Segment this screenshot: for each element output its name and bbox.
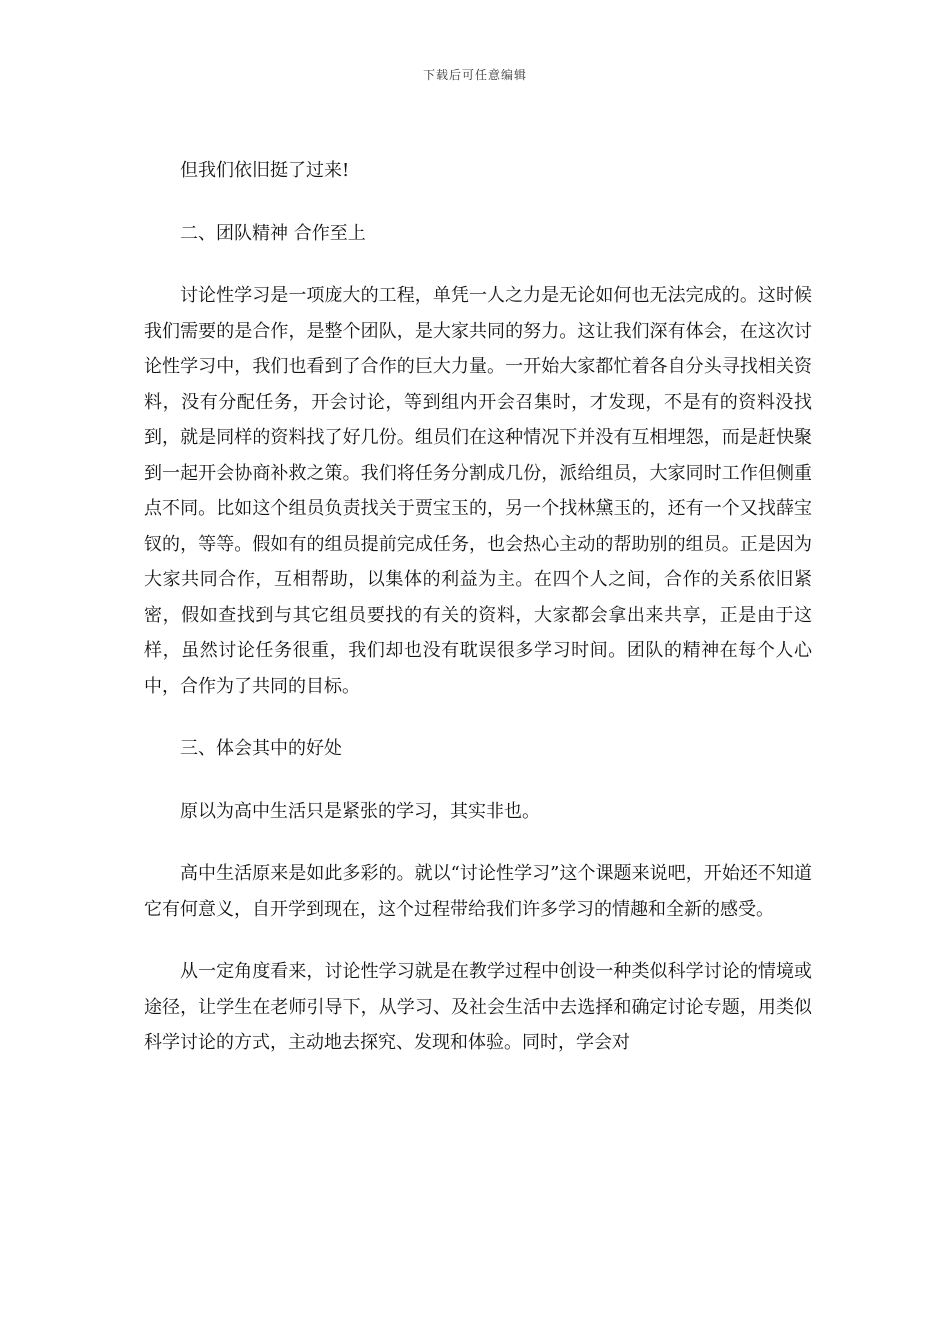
section-heading-benefits: 三、体会其中的好处 [180,738,342,759]
paragraph-teamwork: 讨论性学习是一项庞大的工程，单凭一人之力是无论如何也无法完成的。这时候我们需要的是合作，是整个团队，是大家共同的努力。这让我们深有体会，在这次讨论性学习中，我们也看到了合作的巨大力量。一开始大家都忙着各自分头寻找相关资料，没有分配任务，开会讨论，等到组内开会召集时，才发现，不是有的资料没找到，就是同样的资料找了好几份。组员们在这种情况下并没有互相埋怨，而是赶快聚到一起开会协商补救之策。我们将任务分割成几份，派给组员，大家同时工作但侧重点不同。比如这个组员负责找关于贾宝玉的，另一个找林黛玉的，还有一个又找薛宝钗的，等等。假如有的组员提前完成任务，也会热心主动的帮助别的组员。正是因为大家共同合作，互相帮助，以集体的利益为主。在四个人之间，合作的关系依旧紧密，假如查找到与其它组员要找的有关的资料，大家都会拿出来共享，正是由于这样，虽然讨论任务很重，我们却也没有耽误很多学习时间。团队的精神在每个人心中，合作为了共同的目标。 [144,285,812,697]
paragraph-research-learning: 从一定角度看来，讨论性学习就是在教学过程中创设一种类似科学讨论的情境或途径，让学生在老师引导下，从学习、及社会生活中去选择和确定讨论专题，用类似科学讨论的方式，主动地去探究、发现和体验。同时，学会对 [144,961,812,1053]
document-body [144,153,812,1061]
paragraph-high-school-life: 高中生活原来是如此多彩的。就以“讨论性学习”这个课题来说吧，开始还不知道它有何意义，自开学到现在，这个过程带给我们许多学习的情趣和全新的感受。 [144,863,812,920]
section-heading-teamwork: 二、团队精神 合作至上 [180,222,366,244]
paragraph-high-school-study: 原以为高中生活只是紧张的学习，其实非也。 [180,800,540,822]
page-header-note: 下载后可任意编辑 [422,68,527,82]
paragraph-intro-line: 但我们依旧挺了过来! [180,160,350,181]
